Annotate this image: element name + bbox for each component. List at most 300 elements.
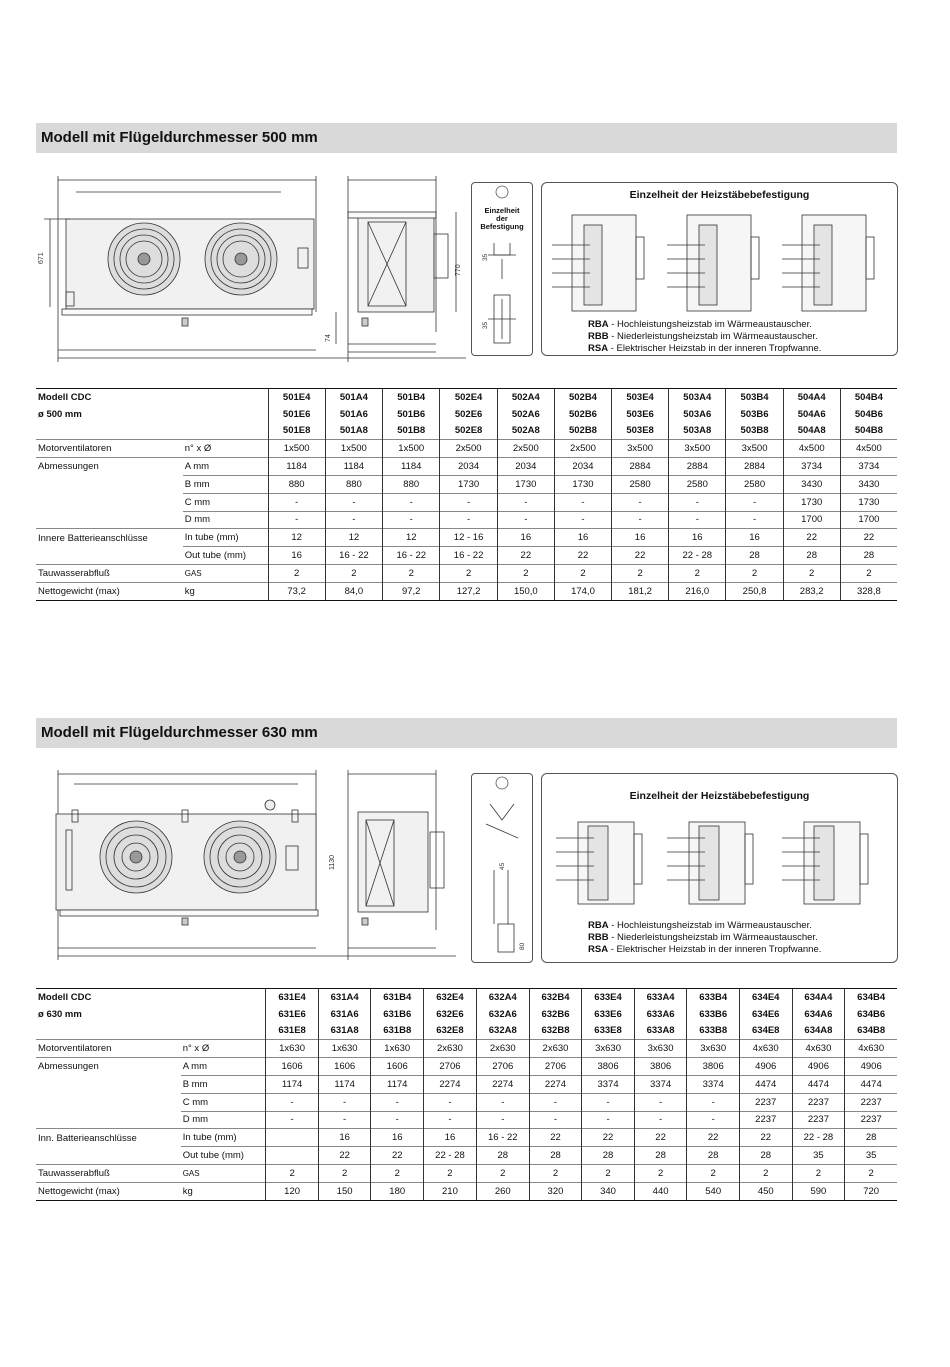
row-unit: kg — [181, 1182, 266, 1200]
table-row — [36, 1147, 897, 1165]
model-code: 503B4 — [726, 389, 783, 406]
table-cell: 2 — [318, 1164, 371, 1182]
model-code: 631E8 — [266, 1023, 319, 1040]
table-cell: 1730 — [497, 475, 554, 493]
table-cell: 328,8 — [840, 582, 897, 600]
table-cell: - — [529, 1093, 582, 1111]
table-cell: 28 — [845, 1129, 897, 1147]
row-label — [36, 475, 183, 493]
table-cell: 2 — [792, 1164, 845, 1182]
table-cell: - — [268, 493, 325, 511]
table-cell: 12 - 16 — [440, 529, 497, 547]
table-cell: 1730 — [840, 493, 897, 511]
legend-rbb: RBB - Niederleistungsheizstab im Wärmeaustauscher. — [588, 331, 818, 342]
header-row — [36, 1023, 897, 1040]
table-cell: 16 — [371, 1129, 424, 1147]
table-cell: 1730 — [554, 475, 611, 493]
model-code: 631E6 — [266, 1006, 319, 1023]
table-cell: 2 — [582, 1164, 635, 1182]
header-row — [36, 406, 897, 423]
table-row — [36, 1182, 897, 1200]
row-unit: A mm — [181, 1058, 266, 1076]
table-cell: 2274 — [529, 1075, 582, 1093]
model-code: 501A6 — [325, 406, 382, 423]
table-cell: 2x630 — [476, 1040, 529, 1058]
table-cell: 35 — [792, 1147, 845, 1165]
table-cell: 2x500 — [440, 440, 497, 458]
table-cell: 3x630 — [634, 1040, 687, 1058]
table-cell: 2 — [554, 564, 611, 582]
table-cell: 1x500 — [325, 440, 382, 458]
table-cell: 2237 — [792, 1111, 845, 1129]
table-cell: 2 — [726, 564, 783, 582]
legend-rbb: RBB - Niederleistungsheizstab im Wärmeaustauscher. — [588, 932, 818, 943]
table-cell: 2 — [529, 1164, 582, 1182]
table-cell: 22 — [783, 529, 840, 547]
table-cell: - — [634, 1093, 687, 1111]
row-label — [36, 1075, 181, 1093]
model-code: 633E8 — [582, 1023, 635, 1040]
table-cell: 2 — [440, 564, 497, 582]
table-cell: 2 — [845, 1164, 897, 1182]
table-cell: 1184 — [268, 458, 325, 476]
fixing-caption: Einzelheit der Befestigung — [480, 206, 524, 231]
table-cell: - — [268, 511, 325, 529]
row-label — [36, 547, 183, 565]
row-unit: n° x Ø — [181, 1040, 266, 1058]
table-cell: - — [371, 1111, 424, 1129]
model-code: 503B6 — [726, 406, 783, 423]
table-cell: - — [669, 493, 726, 511]
row-label: Motorventilatoren — [36, 440, 183, 458]
table-cell: 16 — [726, 529, 783, 547]
table-cell: 12 — [268, 529, 325, 547]
model-code: 503E6 — [612, 406, 669, 423]
table-cell: 3806 — [582, 1058, 635, 1076]
table-cell: 1730 — [783, 493, 840, 511]
table-cell: 250,8 — [726, 582, 783, 600]
legend-rba: RBA - Hochleistungsheizstab im Wärmeaustauscher. — [588, 920, 812, 931]
table-cell: 4906 — [739, 1058, 792, 1076]
header-label: ø 500 mm — [38, 408, 82, 420]
table-cell: - — [383, 511, 440, 529]
heater-detail-box — [541, 182, 898, 356]
model-code: 503B8 — [726, 423, 783, 440]
spec-table-630 — [36, 988, 897, 1201]
table-cell: 16 - 22 — [440, 547, 497, 565]
model-code: 633E6 — [582, 1006, 635, 1023]
table-cell: 3430 — [840, 475, 897, 493]
model-code: 631B6 — [371, 1006, 424, 1023]
dim-74: 74 — [325, 334, 332, 342]
table-cell: 22 — [318, 1147, 371, 1165]
table-cell: - — [554, 493, 611, 511]
row-label: Inn. Batterieanschlüsse — [36, 1129, 181, 1147]
table-cell: 22 — [739, 1129, 792, 1147]
table-cell: 22 — [840, 529, 897, 547]
table-cell: - — [554, 511, 611, 529]
table-cell: 22 — [582, 1129, 635, 1147]
model-code: 504A6 — [783, 406, 840, 423]
table-cell: 340 — [582, 1182, 635, 1200]
model-code: 501B8 — [383, 423, 440, 440]
table-cell: 320 — [529, 1182, 582, 1200]
table-cell: 2 — [371, 1164, 424, 1182]
dim-35-a: 35 — [482, 253, 489, 261]
row-unit: Out tube (mm) — [183, 547, 268, 565]
model-code: 503A4 — [669, 389, 726, 406]
row-label: Tauwasserabfluß — [36, 1164, 181, 1182]
model-code: 632B8 — [529, 1023, 582, 1040]
row-unit: kg — [183, 582, 268, 600]
dim-45: 45 — [499, 862, 506, 870]
table-cell: 1x630 — [371, 1040, 424, 1058]
table-cell: 3806 — [687, 1058, 740, 1076]
table-row — [36, 493, 897, 511]
table-cell: 28 — [634, 1147, 687, 1165]
table-cell: 12 — [325, 529, 382, 547]
table-cell: 2 — [497, 564, 554, 582]
row-label: Nettogewicht (max) — [36, 582, 183, 600]
table-cell: 16 — [424, 1129, 477, 1147]
table-cell: - — [440, 493, 497, 511]
detail-title: Einzelheit der Heizstäbebefestigung — [629, 790, 810, 802]
table-cell: - — [440, 511, 497, 529]
table-cell: 22 - 28 — [669, 547, 726, 565]
table-cell: 3x500 — [612, 440, 669, 458]
table-cell: 1174 — [318, 1075, 371, 1093]
table-cell: 2 — [687, 1164, 740, 1182]
table-cell: 210 — [424, 1182, 477, 1200]
table-cell: 2580 — [669, 475, 726, 493]
detail-title: Einzelheit der Heizstäbebefestigung — [629, 189, 810, 201]
row-label — [36, 511, 183, 529]
table-cell: - — [318, 1093, 371, 1111]
row-label — [36, 493, 183, 511]
model-code: 634E4 — [739, 989, 792, 1006]
model-code: 633A4 — [634, 989, 687, 1006]
header-row — [36, 1006, 897, 1023]
table-cell: 2237 — [739, 1111, 792, 1129]
table-cell: 2 — [739, 1164, 792, 1182]
table-cell: - — [726, 493, 783, 511]
table-cell: - — [726, 511, 783, 529]
row-label: Innere Batterieanschlüsse — [36, 529, 183, 547]
model-code: 634A8 — [792, 1023, 845, 1040]
legend-rsa: RSA - Elektrischer Heizstab in der inneren Tropfwanne. — [588, 343, 822, 354]
technical-drawings-500 — [36, 172, 897, 352]
model-code: 504A8 — [783, 423, 840, 440]
table-row — [36, 582, 897, 600]
table-cell: - — [371, 1093, 424, 1111]
table-cell: 590 — [792, 1182, 845, 1200]
table-cell: 2 — [383, 564, 440, 582]
row-unit: In tube (mm) — [183, 529, 268, 547]
model-code: 633B8 — [687, 1023, 740, 1040]
table-cell: 2 — [476, 1164, 529, 1182]
table-cell: 2 — [424, 1164, 477, 1182]
model-code: 501E6 — [268, 406, 325, 423]
model-code: 632E8 — [424, 1023, 477, 1040]
model-code: 632A4 — [476, 989, 529, 1006]
model-code: 503E8 — [612, 423, 669, 440]
table-row — [36, 475, 897, 493]
table-cell: 2580 — [612, 475, 669, 493]
model-code: 503E4 — [612, 389, 669, 406]
model-code: 504B4 — [840, 389, 897, 406]
fixing-detail-box — [471, 773, 533, 963]
model-code: 632B4 — [529, 989, 582, 1006]
table-cell: 1184 — [325, 458, 382, 476]
model-code: 633E4 — [582, 989, 635, 1006]
table-cell: 2034 — [497, 458, 554, 476]
table-cell: 3374 — [582, 1075, 635, 1093]
heater-drawings — [542, 203, 897, 313]
table-cell: 260 — [476, 1182, 529, 1200]
model-code: 633B4 — [687, 989, 740, 1006]
model-code: 502A4 — [497, 389, 554, 406]
table-row — [36, 1111, 897, 1129]
section-title: Modell mit Flügeldurchmesser 630 mm — [36, 718, 897, 748]
table-cell: 1x500 — [268, 440, 325, 458]
header-row — [36, 989, 897, 1006]
fixing-detail-box — [471, 182, 533, 356]
spec-table-500 — [36, 388, 897, 601]
heater-legend — [588, 920, 821, 956]
table-cell: 2706 — [529, 1058, 582, 1076]
table-cell: 4474 — [792, 1075, 845, 1093]
row-unit: n° x Ø — [183, 440, 268, 458]
table-cell: 2 — [669, 564, 726, 582]
table-row — [36, 440, 897, 458]
table-row — [36, 529, 897, 547]
table-cell: 16 - 22 — [325, 547, 382, 565]
table-cell: 127,2 — [440, 582, 497, 600]
table-cell: 4906 — [845, 1058, 897, 1076]
row-unit: B mm — [183, 475, 268, 493]
row-unit: B mm — [181, 1075, 266, 1093]
table-cell: 2034 — [440, 458, 497, 476]
technical-drawings-630 — [36, 770, 897, 955]
model-code: 634B8 — [845, 1023, 897, 1040]
dim-770: 770 — [455, 264, 462, 276]
table-cell: 16 - 22 — [383, 547, 440, 565]
row-label: Abmessungen — [36, 1058, 181, 1076]
table-cell: 84,0 — [325, 582, 382, 600]
table-cell: 150,0 — [497, 582, 554, 600]
table-cell: 16 — [612, 529, 669, 547]
table-cell: - — [476, 1111, 529, 1129]
table-cell: 16 — [554, 529, 611, 547]
table-cell: - — [497, 511, 554, 529]
table-cell: 2274 — [476, 1075, 529, 1093]
table-cell: 3x630 — [582, 1040, 635, 1058]
table-cell: 22 — [371, 1147, 424, 1165]
model-code: 634B4 — [845, 989, 897, 1006]
model-code: 502B4 — [554, 389, 611, 406]
table-cell: 16 — [318, 1129, 371, 1147]
table-row — [36, 1164, 897, 1182]
model-code: 504A4 — [783, 389, 840, 406]
table-cell: 28 — [687, 1147, 740, 1165]
model-code: 633A8 — [634, 1023, 687, 1040]
table-cell: 216,0 — [669, 582, 726, 600]
table-cell: 3374 — [634, 1075, 687, 1093]
table-cell: 2 — [268, 564, 325, 582]
table-cell: - — [634, 1111, 687, 1129]
row-label: Tauwasserabfluß — [36, 564, 183, 582]
table-cell: 3x500 — [726, 440, 783, 458]
table-cell: - — [476, 1093, 529, 1111]
table-cell: 22 — [634, 1129, 687, 1147]
table-cell — [266, 1129, 319, 1147]
model-code: 634A4 — [792, 989, 845, 1006]
model-code: 631E4 — [266, 989, 319, 1006]
table-cell: 4474 — [845, 1075, 897, 1093]
row-unit: D mm — [183, 511, 268, 529]
table-cell: 97,2 — [383, 582, 440, 600]
model-code: 502E8 — [440, 423, 497, 440]
table-cell: 2 — [612, 564, 669, 582]
model-code: 632E4 — [424, 989, 477, 1006]
model-code: 501B4 — [383, 389, 440, 406]
model-code: 633B6 — [687, 1006, 740, 1023]
table-row — [36, 1129, 897, 1147]
model-code: 632B6 — [529, 1006, 582, 1023]
table-cell: 1184 — [383, 458, 440, 476]
model-code: 501B6 — [383, 406, 440, 423]
table-cell: 880 — [268, 475, 325, 493]
model-code: 502E6 — [440, 406, 497, 423]
table-cell: 4x500 — [783, 440, 840, 458]
table-cell: 16 — [497, 529, 554, 547]
model-code: 632A8 — [476, 1023, 529, 1040]
table-cell: - — [669, 511, 726, 529]
table-cell: 3734 — [783, 458, 840, 476]
table-cell: 3x630 — [687, 1040, 740, 1058]
table-cell: 283,2 — [783, 582, 840, 600]
table-cell: 28 — [739, 1147, 792, 1165]
table-cell: 2884 — [612, 458, 669, 476]
table-cell: 3734 — [840, 458, 897, 476]
table-cell: 120 — [266, 1182, 319, 1200]
table-cell: 1606 — [266, 1058, 319, 1076]
row-unit: D mm — [181, 1111, 266, 1129]
table-cell: - — [582, 1111, 635, 1129]
table-cell: 4x630 — [739, 1040, 792, 1058]
table-cell: 28 — [840, 547, 897, 565]
header-label: Modell CDC — [36, 989, 181, 1006]
model-code: 503A6 — [669, 406, 726, 423]
row-label — [36, 1093, 181, 1111]
table-cell: 180 — [371, 1182, 424, 1200]
model-code: 501E8 — [268, 423, 325, 440]
table-cell: 1606 — [318, 1058, 371, 1076]
model-code: 501A4 — [325, 389, 382, 406]
table-cell: 2237 — [792, 1093, 845, 1111]
table-cell: 28 — [726, 547, 783, 565]
table-cell: 2 — [634, 1164, 687, 1182]
row-unit: A mm — [183, 458, 268, 476]
table-cell: 22 — [497, 547, 554, 565]
model-code: 501E4 — [268, 389, 325, 406]
table-cell: 2x500 — [554, 440, 611, 458]
model-code: 634E8 — [739, 1023, 792, 1040]
table-cell: 22 — [687, 1129, 740, 1147]
header-row — [36, 389, 897, 406]
table-row — [36, 458, 897, 476]
model-code: 631A4 — [318, 989, 371, 1006]
table-cell: - — [582, 1093, 635, 1111]
model-code: 503A8 — [669, 423, 726, 440]
table-cell: 22 - 28 — [424, 1147, 477, 1165]
legend-rba: RBA - Hochleistungsheizstab im Wärmeaustauscher. — [588, 319, 812, 330]
model-code: 502A8 — [497, 423, 554, 440]
table-row — [36, 1040, 897, 1058]
table-cell: 3x500 — [669, 440, 726, 458]
table-cell: 2 — [783, 564, 840, 582]
table-row — [36, 511, 897, 529]
table-cell — [266, 1147, 319, 1165]
table-row — [36, 1093, 897, 1111]
table-cell: 150 — [318, 1182, 371, 1200]
table-cell: 1606 — [371, 1058, 424, 1076]
table-cell: 22 — [554, 547, 611, 565]
table-cell: - — [318, 1111, 371, 1129]
table-cell: 4x630 — [845, 1040, 897, 1058]
heater-legend — [588, 319, 821, 355]
table-cell: 2706 — [424, 1058, 477, 1076]
row-label: Motorventilatoren — [36, 1040, 181, 1058]
model-code: 631A6 — [318, 1006, 371, 1023]
heater-drawings — [542, 804, 897, 920]
table-cell: - — [325, 493, 382, 511]
table-cell: 1700 — [783, 511, 840, 529]
model-code: 502B6 — [554, 406, 611, 423]
table-cell: 22 — [529, 1129, 582, 1147]
table-cell: 2 — [266, 1164, 319, 1182]
table-cell: - — [497, 493, 554, 511]
table-cell: 2237 — [845, 1111, 897, 1129]
table-cell: - — [383, 493, 440, 511]
dim-671: 671 — [38, 252, 45, 264]
table-row — [36, 564, 897, 582]
table-cell: 2706 — [476, 1058, 529, 1076]
table-cell: 440 — [634, 1182, 687, 1200]
table-cell: 4x630 — [792, 1040, 845, 1058]
table-cell: 1x630 — [318, 1040, 371, 1058]
model-code: 631B8 — [371, 1023, 424, 1040]
table-cell: - — [612, 511, 669, 529]
model-code: 504B6 — [840, 406, 897, 423]
table-cell: 2580 — [726, 475, 783, 493]
table-cell: 2274 — [424, 1075, 477, 1093]
header-row — [36, 423, 897, 440]
table-cell: 3430 — [783, 475, 840, 493]
table-cell: - — [266, 1093, 319, 1111]
model-code: 634A6 — [792, 1006, 845, 1023]
row-label — [36, 1147, 181, 1165]
table-cell: 2 — [325, 564, 382, 582]
table-cell: 3374 — [687, 1075, 740, 1093]
table-cell: - — [325, 511, 382, 529]
row-unit: C mm — [183, 493, 268, 511]
table-cell: 1x500 — [383, 440, 440, 458]
model-code: 631B4 — [371, 989, 424, 1006]
model-code: 634B6 — [845, 1006, 897, 1023]
table-cell: 720 — [845, 1182, 897, 1200]
table-cell: 2034 — [554, 458, 611, 476]
